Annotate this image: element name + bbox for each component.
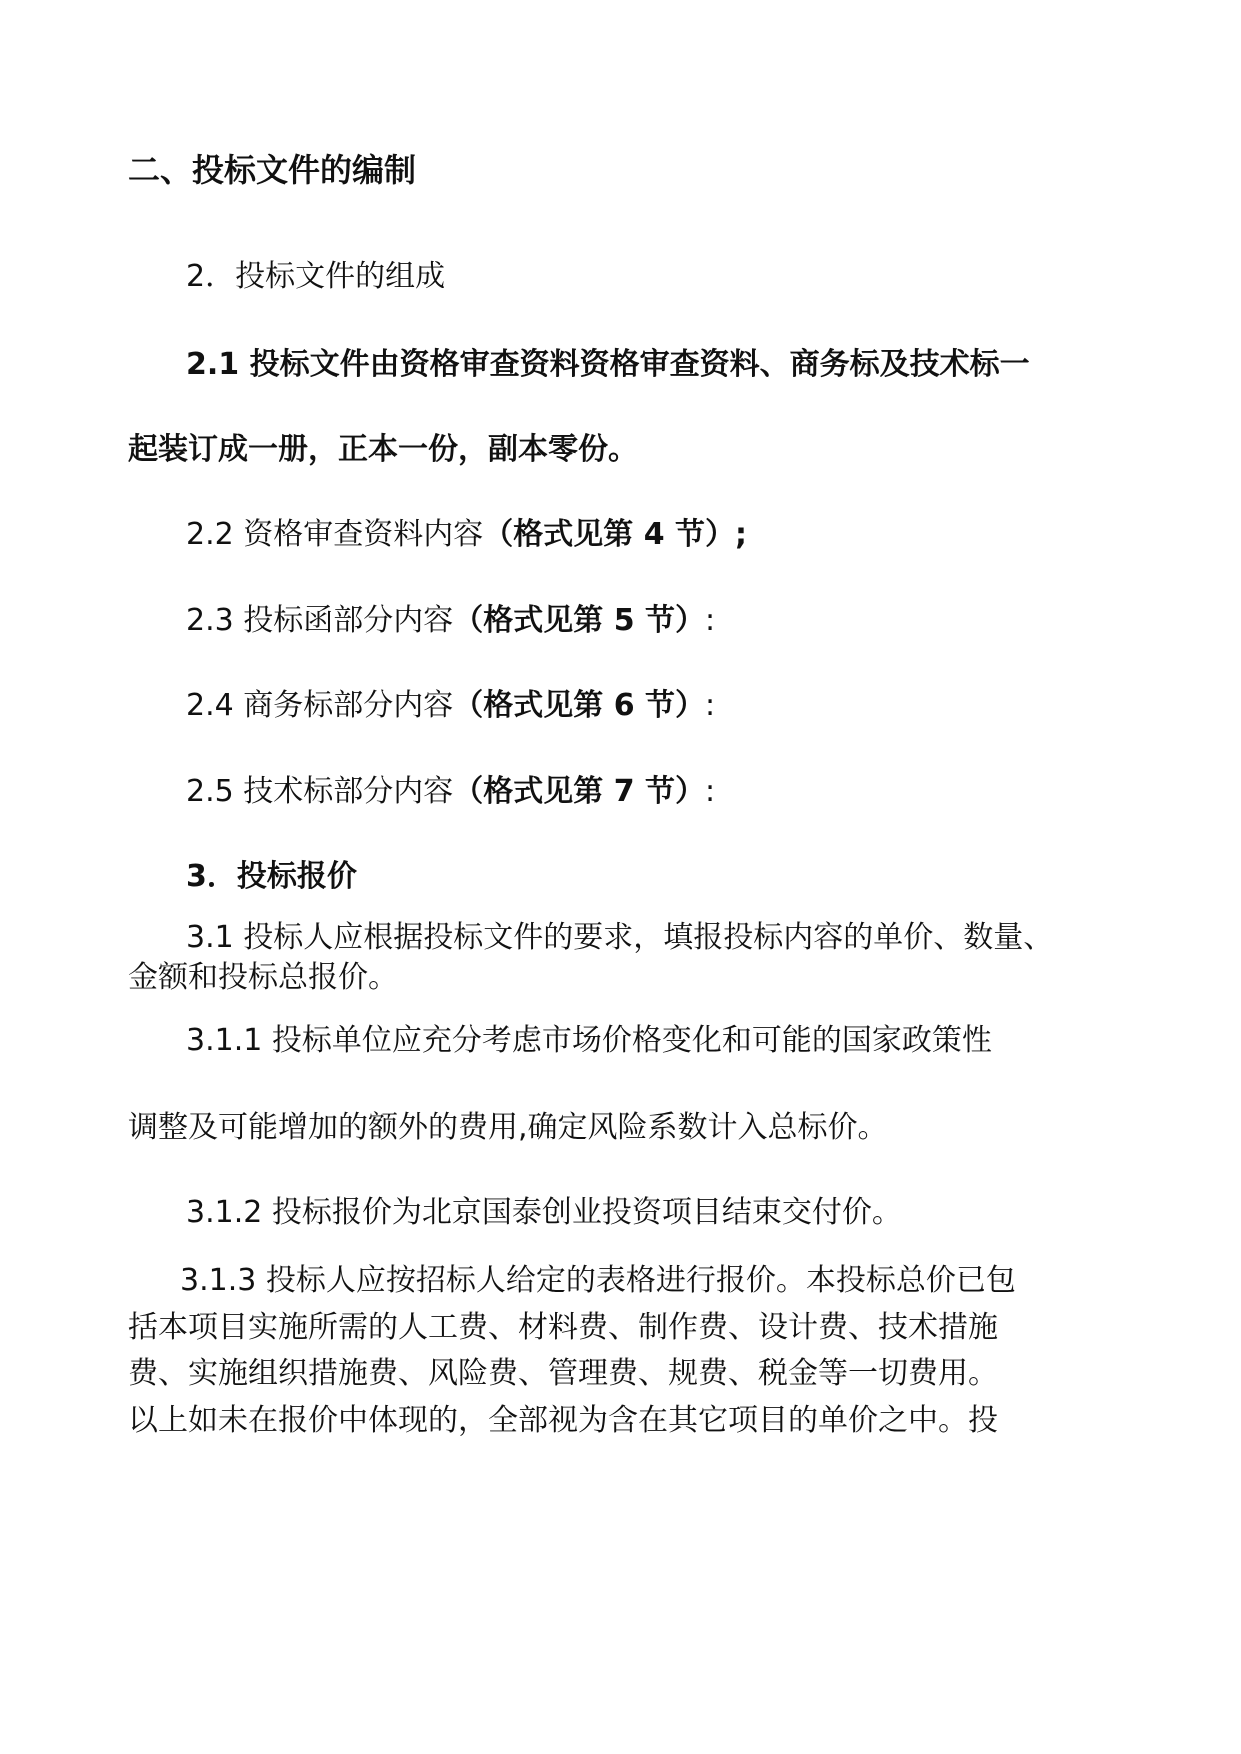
item-3-1-2: 3.1.2 投标报价为北京国泰创业投资项目结束交付价。 xyxy=(186,1195,902,1230)
item-2-3-text: 2.3 投标函部分内容 xyxy=(186,603,454,638)
item-2-1-line1: 2.1 投标文件由资格审查资料资格审查资料、商务标及技术标一 xyxy=(186,347,1030,382)
item-2-1-line2: 起装订成一册，正本一份，副本零份。 xyxy=(128,432,638,467)
section-heading: 二、投标文件的编制 xyxy=(128,151,417,189)
item-2-3-tail: : xyxy=(705,603,716,638)
item-3-1-3-line4: 以上如未在报价中体现的，全部视为含在其它项目的单价之中。投 xyxy=(128,1403,998,1438)
item-2-2-format: （格式见第 4 节）; xyxy=(483,517,748,552)
item-2-heading: 2．投标文件的组成 xyxy=(186,259,446,294)
item-3-1-1-line2: 调整及可能增加的额外的费用,确定风险系数计入总标价。 xyxy=(128,1110,888,1145)
item-3-1-1-line1: 3.1.1 投标单位应充分考虑市场价格变化和可能的国家政策性 xyxy=(186,1023,992,1058)
item-2-5 xyxy=(186,772,715,812)
item-2-3-format: （格式见第 5 节） xyxy=(453,603,706,638)
item-2-4 xyxy=(186,686,715,726)
item-3-1-3-line3: 费、实施组织措施费、风险费、管理费、规费、税金等一切费用。 xyxy=(128,1356,998,1391)
item-2-3 xyxy=(186,601,715,641)
item-2-4-text: 2.4 商务标部分内容 xyxy=(186,688,454,723)
item-2-4-format: （格式见第 6 节） xyxy=(453,688,706,723)
item-3-heading: 3．投标报价 xyxy=(186,859,357,894)
item-2-5-format: （格式见第 7 节） xyxy=(453,774,706,809)
item-2-4-tail: : xyxy=(705,688,716,723)
item-2-2-text: 2.2 资格审查资料内容 xyxy=(186,517,484,552)
item-2-5-tail: : xyxy=(705,774,716,809)
item-2-2 xyxy=(186,515,747,555)
item-3-1-line1: 3.1 投标人应根据投标文件的要求，填报投标内容的单价、数量、 xyxy=(186,920,1054,955)
item-3-1-line2: 金额和投标总报价。 xyxy=(128,960,398,995)
item-3-1-3-line2: 括本项目实施所需的人工费、材料费、制作费、设计费、技术措施 xyxy=(128,1310,998,1345)
item-3-1-3-line1: 3.1.3 投标人应按招标人给定的表格进行报价。本投标总价已包 xyxy=(180,1263,1016,1298)
item-2-5-text: 2.5 技术标部分内容 xyxy=(186,774,454,809)
